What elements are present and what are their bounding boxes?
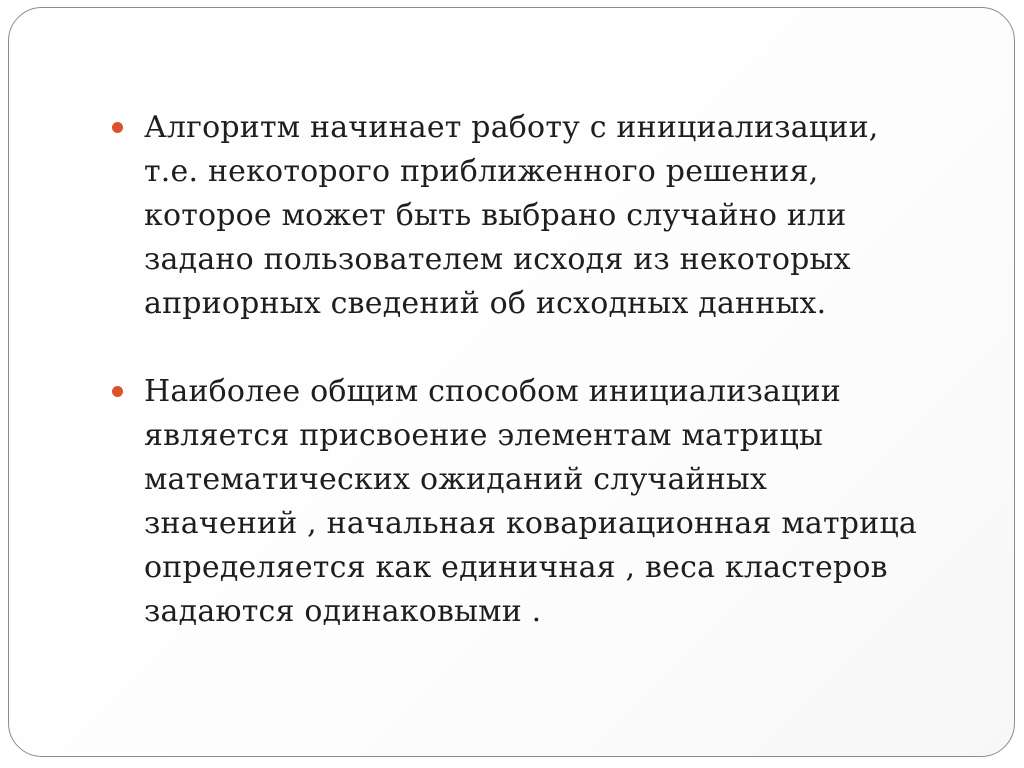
bullet-text-line: Алгоритм начинает работу с инициализации, — [144, 110, 879, 145]
bullet-text-line: задано пользователем исходя из некоторых — [144, 242, 851, 277]
bullet-dot-icon — [112, 122, 123, 133]
bullet-text-line: Наиболее общим способом инициализации — [144, 374, 842, 409]
bullet-text-line: задаются одинаковыми . — [144, 594, 542, 629]
bullet-text-line: математических ожиданий случайных — [144, 462, 768, 497]
slide-content — [110, 106, 970, 634]
bullet-text-line: т.е. некоторого приближенного решения, — [144, 154, 819, 189]
bullet-text-line: значений , начальная ковариационная матрица — [144, 506, 917, 541]
bullet-item-common-method — [110, 370, 970, 634]
bullet-dot-icon — [112, 386, 123, 397]
bullet-text-line: является присвоение элементам матрицы — [144, 418, 824, 453]
bullet-item-initialization — [110, 106, 970, 326]
bullet-text-line: которое может быть выбрано случайно или — [144, 198, 847, 233]
bullet-text-line: определяется как единичная , веса кластеров — [144, 550, 888, 585]
bullet-text-line: априорных сведений об исходных данных. — [144, 286, 827, 321]
